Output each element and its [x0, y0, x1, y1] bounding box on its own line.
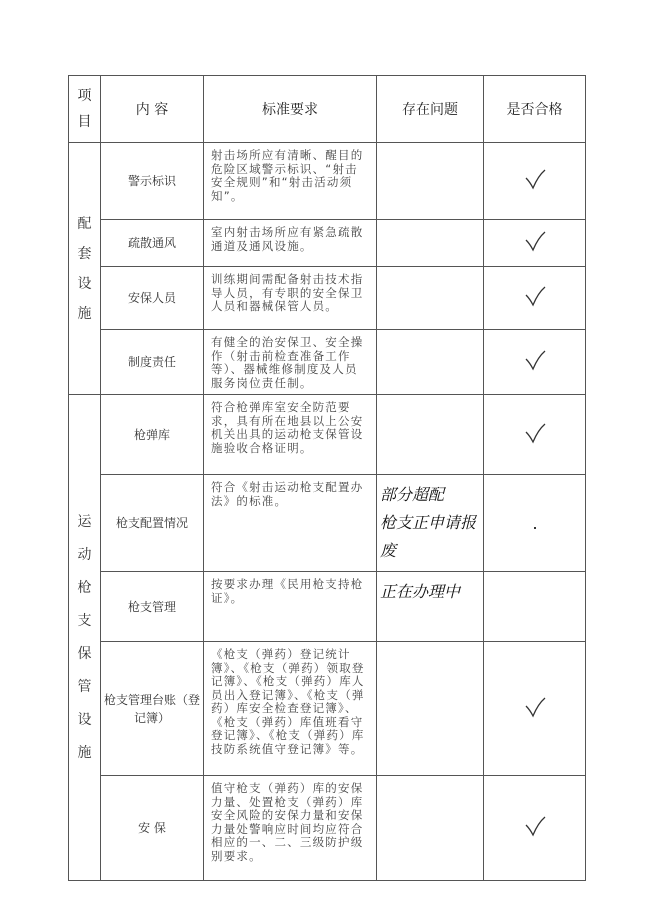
table-row — [69, 395, 586, 475]
issue-cell — [377, 572, 484, 642]
standard-text: 训练期间需配备射击技术指导人员，有专职的安全保卫人员和器械保管人员。 — [204, 267, 377, 330]
header-row — [69, 76, 586, 143]
item-name: 警示标识 — [101, 143, 204, 220]
table-row — [69, 267, 586, 330]
table-row — [69, 220, 586, 267]
pass-cell — [484, 642, 586, 776]
section-title — [69, 395, 101, 881]
standard-text: 符合枪弹库室安全防范要求，具有所在地县以上公安机关出具的运动枪支保管设施验收合格证明。 — [204, 395, 377, 475]
issue-cell — [377, 220, 484, 267]
checkmark-icon — [524, 175, 546, 194]
header-item-text: 项目 — [77, 88, 92, 130]
pass-cell — [484, 395, 586, 475]
pass-cell — [484, 330, 586, 395]
table-row — [69, 143, 586, 220]
checkmark-icon — [524, 703, 546, 722]
handwritten-issue: 正在办理中 — [380, 582, 461, 601]
item-name: 疏散通风 — [101, 220, 204, 267]
standard-text: 符合《射击运动枪支配置办法》的标准。 — [204, 475, 377, 572]
table-row — [69, 475, 586, 572]
section-title — [69, 143, 101, 395]
pass-cell — [484, 267, 586, 330]
pass-cell — [484, 475, 586, 572]
standard-text: 有健全的治安保卫、安全操作（射击前检查准备工作等）、器械维修制度及人员服务岗位责任制。 — [204, 330, 377, 395]
issue-cell — [377, 776, 484, 881]
table-row — [69, 572, 586, 642]
handwritten-issue: 枪支正申请报废 — [380, 513, 477, 560]
inspection-table — [68, 75, 586, 881]
issue-cell — [377, 143, 484, 220]
checkmark-icon — [524, 356, 546, 375]
dot-mark — [534, 527, 536, 529]
standard-text: 按要求办理《民用枪支持枪证》。 — [204, 572, 377, 642]
header-item — [69, 76, 101, 143]
item-name: 安保人员 — [101, 267, 204, 330]
item-name: 制度责任 — [101, 330, 204, 395]
pass-cell — [484, 776, 586, 881]
issue-cell — [377, 267, 484, 330]
table-row — [69, 642, 586, 776]
item-name: 安 保 — [101, 776, 204, 881]
pass-cell — [484, 572, 586, 642]
table-row — [69, 776, 586, 881]
pass-cell — [484, 220, 586, 267]
section-title-text: 运动枪支保管设施 — [77, 513, 92, 761]
standard-text: 值守枪支（弹药）库的安保力量、处置枪支（弹药）库安全风险的安保力量和安保力量处警响应时间均应符合相应的一、二、三级防护级别要求。 — [204, 776, 377, 881]
section-title-text: 配套设施 — [77, 215, 92, 322]
table-row — [69, 330, 586, 395]
item-name: 枪支管理台账（登记簿） — [101, 642, 204, 776]
issue-cell — [377, 395, 484, 475]
header-standard: 标准要求 — [204, 76, 377, 143]
header-content: 内 容 — [101, 76, 204, 143]
checkmark-icon — [524, 237, 546, 256]
item-name: 枪支管理 — [101, 572, 204, 642]
checkmark-icon — [524, 822, 546, 841]
pass-cell — [484, 143, 586, 220]
handwritten-issue: 部分超配 — [380, 485, 445, 504]
standard-text: 射击场所应有清晰、醒目的危险区域警示标识、“射击安全规则”和“射击活动须知”。 — [204, 143, 377, 220]
issue-cell — [377, 330, 484, 395]
standard-text: 《枪支（弹药）登记统计簿》、《枪支（弹药）领取登记簿》、《枪支（弹药）库人员出入登记簿》、《枪支（弹药）库安全检查登记簿》、《枪支（弹药）库值班看守登记簿》、《枪支（弹药）库技防系统值守登记簿》等。 — [204, 642, 377, 776]
checkmark-icon — [524, 292, 546, 311]
header-pass: 是否合格 — [484, 76, 586, 143]
checkmark-icon — [524, 429, 546, 448]
item-name: 枪弹库 — [101, 395, 204, 475]
standard-text: 室内射击场所应有紧急疏散通道及通风设施。 — [204, 220, 377, 267]
issue-cell — [377, 642, 484, 776]
item-name: 枪支配置情况 — [101, 475, 204, 572]
header-issues: 存在问题 — [377, 76, 484, 143]
issue-cell — [377, 475, 484, 572]
